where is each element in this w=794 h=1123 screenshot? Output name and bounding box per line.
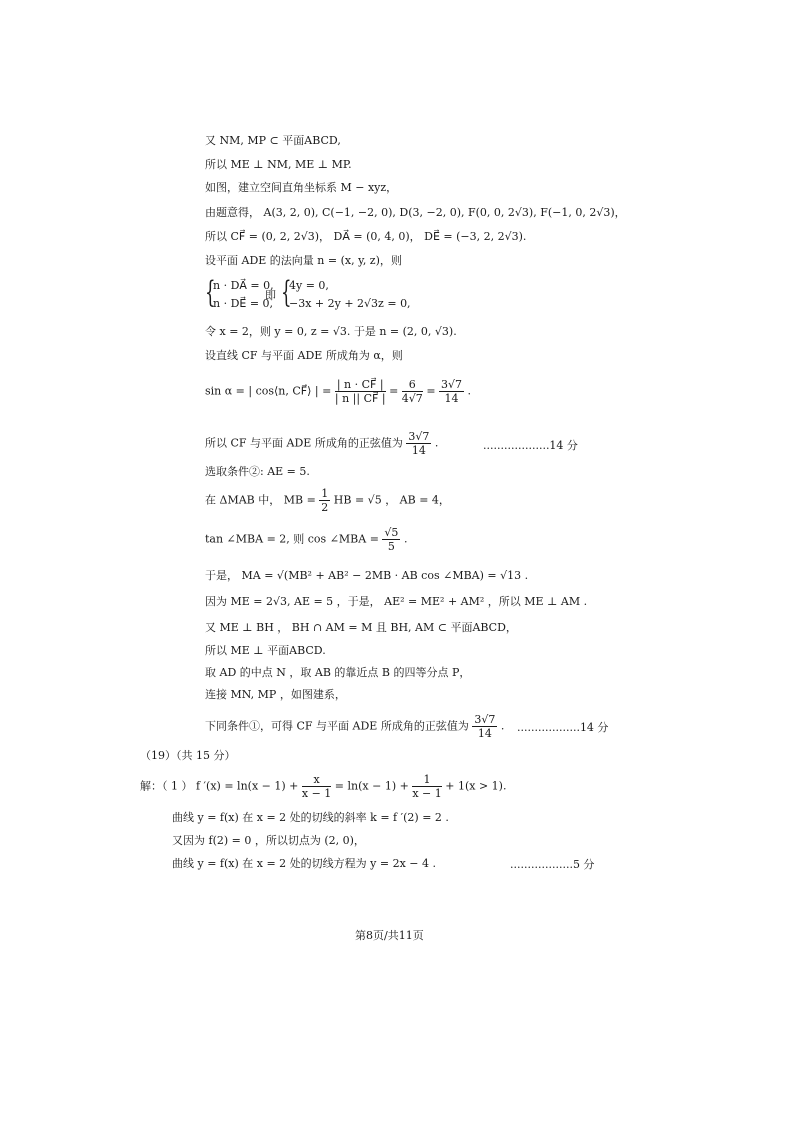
- fraction: $\frac{x}{x - 1}$: [301, 773, 332, 800]
- line-coordinate-system: 如图，建立空间直角坐标系 M − xyz，: [205, 181, 398, 194]
- line-derivative: 解：（ 1 ） f ′(x) = ln(x − 1) + $\frac{x}{x - 1}$ = ln(x − 1) + $\frac{1}{x - 1}$ + 1(x > 1).: [140, 773, 507, 800]
- system-eq2: n · DE⃗ = 0,: [213, 297, 274, 310]
- line-perpendicular: 所以 ME ⊥ NM, ME ⊥ MP.: [205, 158, 352, 171]
- line-normal-vector: 设平面 ADE 的法向量 n = (x, y, z)，则: [205, 254, 402, 267]
- score-marker: ...................14 分: [483, 439, 578, 452]
- system-eq1: n · DA⃗ = 0,: [213, 279, 274, 292]
- line-vectors: 所以 CF⃗ = (0, 2, 2√3)， DA⃗ = (0, 4, 0)， DE⃗ = (−3, 2, 2√3).: [205, 230, 527, 243]
- line-solution-n: 令 x = 2，则 y = 0, z = √3. 于是 n = (2, 0, √3).: [205, 325, 457, 338]
- fraction: $\frac{1}{x - 1}$: [412, 773, 442, 800]
- fraction: $\frac{3√7}{14}$: [408, 430, 430, 457]
- line-sin-alpha: sin α = | cos⟨n, CF⃗⟩ | = $\frac{| n \cdot CF⃗ |}{| n || CF⃗ |}$ = $\frac{6}{4√7}$ = $\frac{3√7}{14}$ .: [205, 378, 472, 405]
- line-triangle-mab: 在 ΔMAB 中， MB = $\frac{1}{2}$ HB = √5 ， AB = 4，: [205, 487, 450, 514]
- line-condition-2: 选取条件②: AE = 5.: [205, 465, 310, 478]
- equation-system: [205, 276, 425, 316]
- line-answer-2: 下同条件①，可得 CF 与平面 ADE 所成角的正弦值为 $\frac{3√7}{14}$ .: [205, 713, 505, 740]
- line-ma-length: 于是， MA = √(MB² + AB² − 2MB · AB cos ∠MBA) = √13 .: [205, 569, 529, 582]
- line-me-plane: 所以 ME ⊥ 平面ABCD.: [205, 644, 326, 657]
- line-angle-def: 设直线 CF 与平面 ADE 所成角为 α，则: [205, 349, 403, 362]
- score-marker: ..................14 分: [517, 721, 609, 734]
- left-brace-icon: {: [205, 275, 216, 310]
- line-me-bh: 又 ME ⊥ BH ， BH ∩ AM = M 且 BH, AM ⊂ 平面ABCD，: [205, 621, 517, 634]
- page-number: 第8页/共11页: [355, 929, 424, 942]
- fraction: $\frac{| n \cdot CF⃗ |}{| n || CF⃗ |}$: [334, 378, 386, 405]
- fraction: $\frac{3√7}{14}$: [441, 378, 463, 405]
- line-points: 由题意得， A(3, 2, 0), C(−1, −2, 0), D(3, −2, 0), F(0, 0, 2√3), F(−1, 0, 2√3)，: [205, 206, 626, 219]
- score-marker: ..................5 分: [510, 858, 595, 871]
- fraction: $\frac{1}{2}$: [321, 487, 329, 514]
- left-brace-icon: {: [281, 275, 292, 310]
- line-tan-cos: tan ∠MBA = 2, 则 cos ∠MBA = $\frac{√5}{5}$ .: [205, 526, 408, 553]
- system-eq4: −3x + 2y + 2√3z = 0,: [289, 297, 411, 310]
- fraction: $\frac{3√7}{14}$: [474, 713, 496, 740]
- line-me-am: 因为 ME = 2√3, AE = 5 ，于是， AE² = ME² + AM² ，所以 ME ⊥ AM .: [205, 595, 588, 608]
- line-tangent-equation: 曲线 y = f(x) 在 x = 2 处的切线方程为 y = 2x − 4 .: [172, 857, 437, 870]
- fraction: $\frac{6}{4√7}$: [401, 378, 423, 405]
- line-answer-1: 所以 CF 与平面 ADE 所成角的正弦值为 $\frac{3√7}{14}$ .: [205, 430, 439, 457]
- line-midpoint: 取 AD 的中点 N ，取 AB 的靠近点 B 的四等分点 P，: [205, 666, 471, 679]
- system-then: 即: [265, 289, 276, 302]
- problem-19-heading: （19）（共 15 分）: [140, 749, 236, 762]
- line-slope: 曲线 y = f(x) 在 x = 2 处的切线的斜率 k = f ′(2) = 2 .: [172, 811, 449, 824]
- line-connect: 连接 MN, MP ，如图建系，: [205, 688, 346, 701]
- fraction: $\frac{√5}{5}$: [384, 526, 399, 553]
- system-eq3: 4y = 0,: [289, 279, 329, 292]
- line-tangent-point: 又因为 f(2) = 0 ，所以切点为 (2, 0)，: [172, 834, 365, 847]
- line-plane-containment: 又 NM, MP ⊂ 平面ABCD,: [205, 134, 341, 147]
